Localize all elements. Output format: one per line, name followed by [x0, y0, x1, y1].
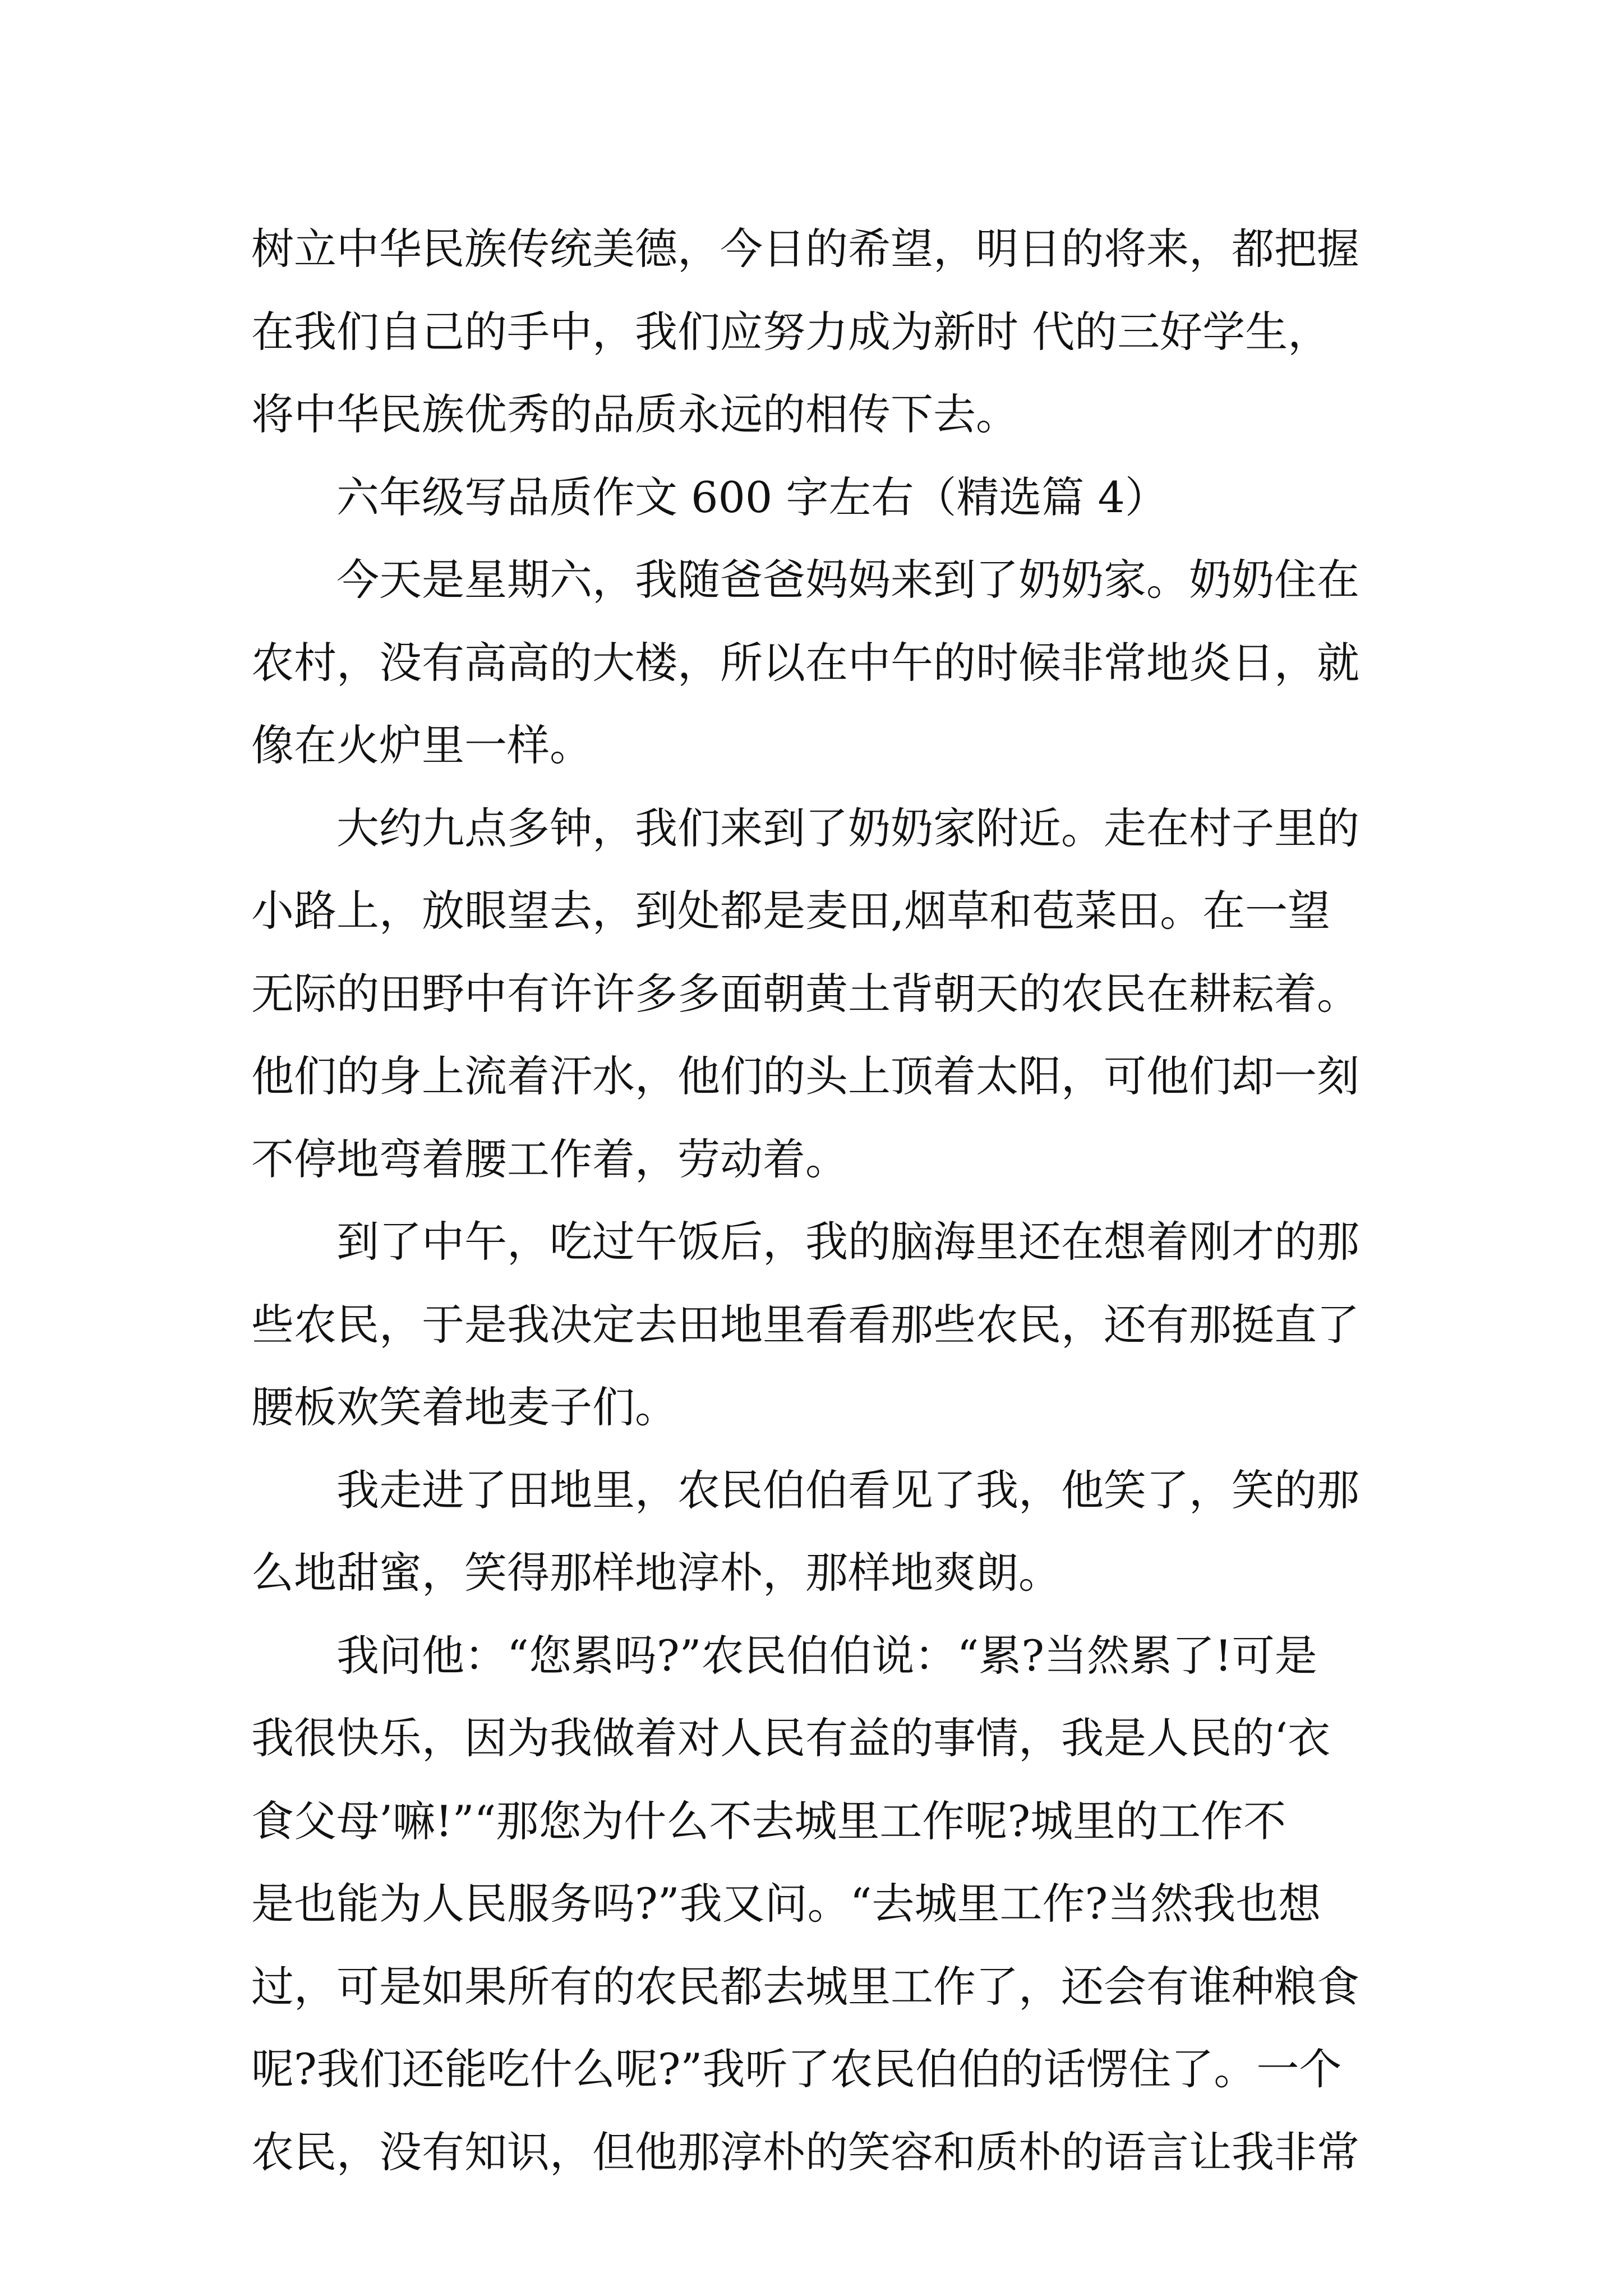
text-line: 像在火炉里一样。 [251, 720, 592, 770]
text-line: 不停地弯着腰工作着，劳动着。 [251, 1134, 848, 1184]
text-line: 到了中午，吃过午饭后，我的脑海里还在想着刚才的那 [336, 1217, 1359, 1267]
text-line: 我很快乐，因为我做着对人民有益的事情，我是人民的‘衣 [251, 1713, 1331, 1763]
text-line: 么地甜蜜，笑得那样地淳朴，那样地爽朗。 [251, 1548, 1061, 1598]
text-line: 他们的身上流着汗水，他们的头上顶着太阳，可他们却一刻 [251, 1051, 1359, 1101]
text-line: 农村，没有高高的大楼，所以在中午的时候非常地炎日，就 [251, 637, 1359, 688]
text-line: 过，可是如果所有的农民都去城里工作了，还会有谁种粮食 [251, 1961, 1359, 2012]
text-line: 在我们自己的手中，我们应努力成为新时 代的三好学生， [251, 306, 1331, 357]
text-line: 今天是星期六，我随爸爸妈妈来到了奶奶家。奶奶住在 [336, 555, 1359, 605]
text-line: 是也能为人民服务吗?”我又问。“去城里工作?当然我也想 [251, 1879, 1321, 1929]
text-line: 小路上，放眼望去，到处都是麦田,烟草和苞菜田。在一望 [251, 886, 1331, 936]
text-line: 我走进了田地里，农民伯伯看见了我，他笑了，笑的那 [336, 1465, 1359, 1515]
text-line: 我问他：“您累吗?”农民伯伯说：“累?当然累了!可是 [336, 1630, 1317, 1681]
text-line: 六年级写品质作文 600 字左右（精选篇 4） [336, 472, 1168, 522]
text-line: 些农民，于是我决定去田地里看看那些农民，还有那挺直了 [251, 1299, 1359, 1350]
text-line: 食父母’嘛!”“那您为什么不去城里工作呢?城里的工作不 [251, 1796, 1287, 1846]
text-line: 无际的田野中有许许多多面朝黄土背朝天的农民在耕耘着。 [251, 968, 1359, 1019]
text-line: 将中华民族优秀的品质永远的相传下去。 [251, 389, 1018, 439]
text-line: 腰板欢笑着地麦子们。 [251, 1382, 677, 1432]
text-line: 呢?我们还能吃什么呢?”我听了农民伯伯的话愣住了。一个 [251, 2044, 1342, 2094]
text-line: 农民，没有知识，但他那淳朴的笑容和质朴的语言让我非常 [251, 2127, 1359, 2177]
text-line: 大约九点多钟，我们来到了奶奶家附近。走在村子里的 [336, 803, 1359, 853]
document-body [251, 208, 1423, 2193]
text-line: 树立中华民族传统美德，今日的希望，明日的将来，都把握 [251, 224, 1359, 274]
